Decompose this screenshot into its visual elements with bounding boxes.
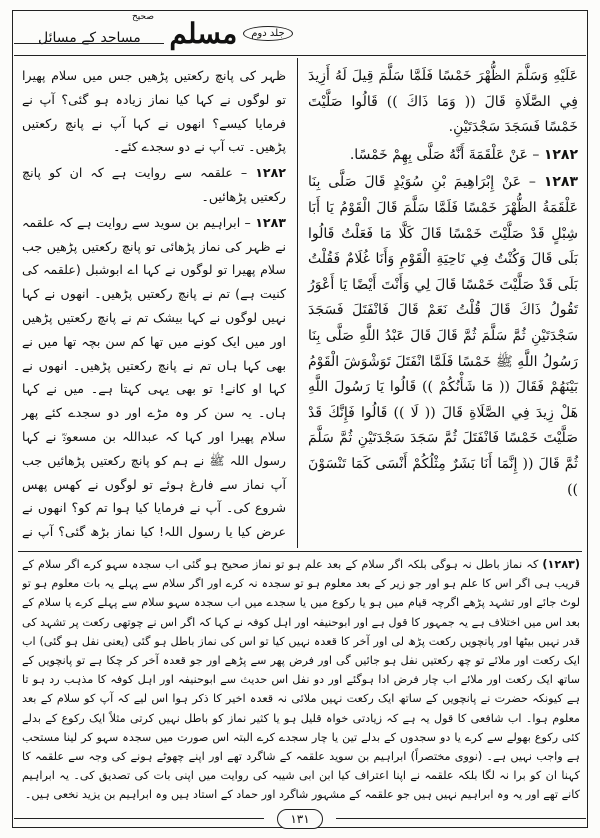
arabic-text: – عَنْ عَلْقَمَةَ أَنَّهُ صَلَّى بِهِمْ خَمْسًا. xyxy=(349,146,540,163)
urdu-text: – ابراہیم بن سوید سے روایت ہے کہ علقمہ نے ظہر کی نماز پڑھائی تو پانچ رکعتیں پڑھیں جب سلام پھیرا تو لوگوں نے کہا اے ابوشبل (علقمہ کی کنیت ہے) تم نے پانچ رکعتیں پڑھیں۔ انھوں نے کہا نہیں لوگوں نے کہا بیشک تم نے پانچ رکعتیں پڑھیں اور میں ایک کونے میں تھا کم سن بچہ تھا میں نے بھی کہا ہاں تم نے پانچ رکعتیں پڑھیں۔ انھوں نے کہا او کانے! تو بھی یہی کہتا ہے۔ میں نے کہا ہاں۔ یہ سن کر وہ مڑے اور دو سجدے کئے پھر سلام پھیرا اور کہا کہ عبداللہ بن مسعودؓ نے کہا رسول اللہ ﷺ نے ہم کو پانچ رکعتیں پڑھائیں جب آپ نماز سے فارغ ہوئے تو لوگوں نے کھس پھس شروع کی۔ آپ نے فرمایا کیا ہوا تم کو؟ انھوں نے عرض کیا یا رسول اللہ! کیا نماز بڑھ گئی؟ آپ نے xyxy=(22,214,286,540)
urdu-paragraph xyxy=(22,211,286,548)
urdu-text: ظہر کی پانچ رکعتیں پڑھیں جس میں سلام پھیرا تو لوگوں نے کہا کیا نماز زیادہ ہو گئی؟ آپ نے فرمایا کیسے؟ انھوں نے کہا آپ نے پانچ رکعتیں پڑھیں۔ تب آپ نے دو سجدے کئے۔ xyxy=(22,68,286,155)
arabic-text: – عَنْ إِبْرَاهِيمَ بْنِ سُوَيْدٍ قَالَ صَلَّى بِنَا عَلْقَمَةُ الظُّهْرَ خَمْسًا فَلَمَّا سَلَّمَ قَالَ الْقَوْمُ يَا أَبَا شِبْلٍ قَدْ صَلَّيْتَ خَمْسًا قَالَ كَلَّا مَا فَعَلْتُ قَالُوا بَلَى قَالَ وَكُنْتُ فِي نَاحِيَةِ الْقَوْمِ وَأَنَا غُلَامٌ فَقُلْتُ بَلَى قَدْ صَلَّيْتَ خَمْسًا قَالَ لِي وَأَنْتَ أَيْضًا يَا أَعْوَرُ تَقُولُ ذَاكَ قَالَ قُلْتُ نَعَمْ قَالَ فَانْفَتَلَ فَسَجَدَ سَجْدَتَيْنِ ثُمَّ سَلَّمَ ثُمَّ قَالَ قَالَ عَبْدُ اللَّهِ صَلَّى بِنَا رَسُولُ اللَّهِ ﷺ خَمْسًا فَلَمَّا انْفَتَلَ تَوَشْوَشَ الْقَوْمُ بَيْنَهُمْ فَقَالَ (( مَا شَأْنُكُمْ )) قَالُوا يَا رَسُولَ اللَّهِ هَلْ زِيدَ فِي الصَّلَاةِ قَالَ (( لَا )) قَالُوا فَإِنَّكَ قَدْ صَلَّيْتَ خَمْسًا فَانْفَتَلَ ثُمَّ سَجَدَ سَجْدَتَيْنِ ثُمَّ سَلَّمَ ثُمَّ قَالَ (( إِنَّمَا أَنَا بَشَرٌ مِثْلُكُمْ أَنْسَى كَمَا تَنْسَوْنَ )) xyxy=(308,174,578,498)
book-title-top: صحیح xyxy=(132,12,154,22)
volume-badge: جلد دوم xyxy=(243,26,292,41)
arabic-paragraph xyxy=(308,170,578,503)
arabic-text: عَلَيْهِ وَسَلَّمَ الظُّهْرَ خَمْسًا فَلَمَّا سَلَّمَ قِيلَ لَهُ أَزِيدَ فِي الصَّلَاةِ قَالَ (( وَمَا ذَاكَ )) قَالُوا صَلَّيْتَ خَمْسًا فَسَجَدَ سَجْدَتَيْنِ. xyxy=(308,68,578,136)
footnote-text xyxy=(22,555,580,805)
urdu-column xyxy=(18,58,294,548)
footnote-mark: (۱۲۸۳) xyxy=(542,558,580,571)
page-number: ١٣١ xyxy=(277,809,322,829)
hadith-number: ١٢٨٢ xyxy=(255,165,286,181)
arabic-paragraph xyxy=(308,143,578,169)
footnote-rule xyxy=(18,551,582,552)
urdu-paragraph xyxy=(22,161,286,209)
book-title: مسلم xyxy=(169,16,238,50)
bottom-rule-left xyxy=(14,818,264,819)
arabic-column xyxy=(300,58,582,548)
section-title: مساجد کے مسائل xyxy=(38,30,141,46)
hadith-number: ١٢٨٣ xyxy=(543,174,578,191)
header-rule xyxy=(14,43,164,44)
footnote-body: کہ نماز باطل نہ ہوگی بلکہ اگر سلام کے بعد علم ہو تو نماز صحیح ہو گئی اب سجدہ سہو کرے اگر سلام کے قریب ہی اگر اس کا علم ہو اور جو زیر کے بعد معلوم ہو تو سجدہ نہ کرے اور اگر سلام سے پہلے یہ بات معلوم ہو تو لوٹ جائے اور تشہد پڑھے اگرچہ قیام میں ہو یا رکوع میں یا سجدے میں اب سجدہ سہو سلام سے پہلے کرے یا سلام کے بعد اس میں اختلاف ہے یہ جمہور کا قول ہے اور ابوحنیفہ اور اہل کوفہ نے کہا کہ اگر اس نے چوتھی رکعت پر تشہد کی قدر نہیں بیٹھا اور پانچویں رکعت پڑھ لی اور آخر کا قعدہ نہیں کیا تو اس کی نماز باطل ہو گئی (یعنی نفل ہو گئی) اب ایک رکعت اور ملائے تو چھ رکعتیں نفل ہو جائیں گی اور فرض پھر سے پڑھے اور جو قعدہ آخر کر چکا ہے تو پانچویں کے ساتھ ایک رکعت اور ملائے اب چار فرض ادا ہوگئے اور دو نفل اس حدیث سے ابوحنیفہ اور اہل کوفہ کا مذہب رد ہو تا ہے کیونکہ حضرت نے پانچویں کے ساتھ ایک رکعت نہیں ملائی نہ قعدہ اخیر کا ذکر ہوا اس لیے کہ آپ کو سلام کے بعد معلوم ہوا۔ اب شافعی کا قول یہ ہے کہ زیادتی خواہ قلیل ہو یا کثیر نماز کو باطل نہیں کرتی مثلاً ایک رکوع کے بدلے کئی رکوع بھولے سے کرے یا دو سجدوں کے بدلے تین یا چار سجدے کرے البتہ اس صورت میں سجدہ سہو کر لینا مستحب ہے واجب نہیں ہے۔ (نووی مختصراً) ابراہیم بن سوید علقمہ کے شاگرد تھے اور اپنے چھوٹے ہونے کی وجہ سے علقمہ کا کہنا ان کو برا نہ لگا بلکہ علقمہ نے اپنا اعتراف کیا ابن ابی شیبہ کی روایت میں اپنی بات کی تصدیق کی۔ یہ ابراہیم کانے تھے اور یہ وہ ابراہیم نہیں ہیں جو علقمہ کے مشہور شاگرد اور حماد کے استاد ہیں وہ ابراہیم بن یزید نخعی ہیں۔ xyxy=(22,558,580,802)
arabic-paragraph xyxy=(308,64,578,141)
book-title-box xyxy=(156,16,306,50)
hadith-number: ١٢٨٣ xyxy=(255,214,286,230)
column-divider xyxy=(297,58,298,548)
page-number-box xyxy=(264,808,336,830)
urdu-paragraph xyxy=(22,64,286,159)
page-header xyxy=(14,12,586,56)
hadith-number: ١٢٨٢ xyxy=(543,146,578,163)
footnotes xyxy=(22,555,580,805)
bottom-rule-right xyxy=(336,818,586,819)
urdu-text: – علقمہ سے روایت ہے کہ ان کو پانچ رکعتیں پڑھائیں۔ xyxy=(22,165,286,204)
